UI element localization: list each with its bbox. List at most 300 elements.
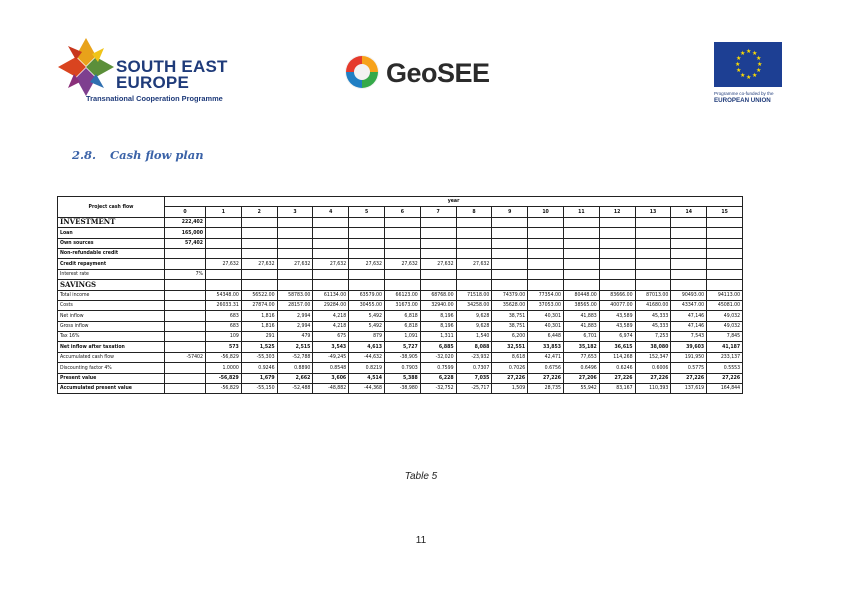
year-header-cell: 7 <box>420 207 456 217</box>
table-cell: 26033.31 <box>206 300 242 310</box>
table-cell: 37053.00 <box>528 300 564 310</box>
table-cell <box>635 217 671 227</box>
table-cell: 27,226 <box>492 373 528 383</box>
table-cell: 4,514 <box>349 373 385 383</box>
table-cell: 683 <box>206 311 242 321</box>
table-cell: 0.8890 <box>277 363 313 373</box>
table-cell <box>492 259 528 269</box>
see-logo-subtitle: Transnational Cooperation Programme <box>86 94 223 103</box>
table-cell <box>349 248 385 258</box>
table-stub-header: Project cash flow <box>58 197 165 218</box>
year-header-cell: 4 <box>313 207 349 217</box>
geosee-logo <box>342 52 502 92</box>
table-cell <box>707 238 743 248</box>
table-row <box>58 238 743 248</box>
table-cell <box>563 280 599 290</box>
svg-text:★: ★ <box>736 55 742 62</box>
table-cell: 27,632 <box>384 259 420 269</box>
table-cell: 4,613 <box>349 342 385 352</box>
table-cell <box>277 217 313 227</box>
table-cell <box>599 248 635 258</box>
table-cell: 40077.00 <box>599 300 635 310</box>
table-cell: 90493.00 <box>671 290 707 300</box>
table-cell: 222,402 <box>165 217 206 227</box>
svg-text:★: ★ <box>757 61 763 68</box>
table-cell <box>707 280 743 290</box>
svg-text:★: ★ <box>746 48 752 55</box>
table-cell <box>420 269 456 279</box>
table-cell <box>528 228 564 238</box>
table-cell: 9,628 <box>456 321 492 331</box>
table-cell <box>635 269 671 279</box>
table-cell: 0.7599 <box>420 363 456 373</box>
table-cell <box>241 280 277 290</box>
table-cell <box>563 259 599 269</box>
year-header-cell: 15 <box>707 207 743 217</box>
table-cell: 80448.00 <box>563 290 599 300</box>
table-cell: -55,150 <box>241 384 277 394</box>
table-cell <box>241 228 277 238</box>
row-label: SAVINGS <box>58 280 165 290</box>
table-cell: 2,515 <box>277 342 313 352</box>
row-label: INVESTMENT <box>58 217 165 227</box>
table-cell <box>492 280 528 290</box>
table-cell: 45,333 <box>635 321 671 331</box>
table-cell <box>384 280 420 290</box>
svg-text:★: ★ <box>756 67 762 74</box>
table-cell: -57402 <box>165 352 206 362</box>
table-cell <box>349 238 385 248</box>
table-cell: 4,218 <box>313 311 349 321</box>
table-cell: 1,816 <box>241 311 277 321</box>
table-cell: 66123.00 <box>384 290 420 300</box>
table-cell: 27,226 <box>528 373 564 383</box>
table-cell <box>206 248 242 258</box>
table-cell <box>165 363 206 373</box>
table-cell: 1,816 <box>241 321 277 331</box>
row-label: Non-refundable credit <box>58 248 165 258</box>
table-cell: 0.5553 <box>707 363 743 373</box>
table-cell <box>165 342 206 352</box>
table-cell <box>563 248 599 258</box>
table-cell: -44,368 <box>349 384 385 394</box>
svg-text:★: ★ <box>740 50 746 57</box>
table-cell: 1,540 <box>456 332 492 342</box>
table-row <box>58 228 743 238</box>
table-cell <box>313 228 349 238</box>
table-cell: 1,311 <box>420 332 456 342</box>
table-row <box>58 300 743 310</box>
table-cell: 42,471 <box>528 352 564 362</box>
table-cell <box>165 290 206 300</box>
table-cell: 6,200 <box>492 332 528 342</box>
table-cell <box>420 228 456 238</box>
year-header-cell: 5 <box>349 207 385 217</box>
table-cell: 47,146 <box>671 321 707 331</box>
table-cell: 28157.00 <box>277 300 313 310</box>
table-cell <box>456 280 492 290</box>
table-cell: 57,402 <box>165 238 206 248</box>
table-cell: -56,829 <box>206 384 242 394</box>
row-label: Credit repayment <box>58 259 165 269</box>
svg-text:★: ★ <box>736 67 742 74</box>
table-cell: 7,543 <box>671 332 707 342</box>
table-cell: 35,182 <box>563 342 599 352</box>
table-cell: 87013.00 <box>635 290 671 300</box>
table-cell <box>313 217 349 227</box>
table-cell <box>384 228 420 238</box>
south-east-europe-logo <box>56 36 236 106</box>
table-cell: 68768.00 <box>420 290 456 300</box>
table-cell: 27,206 <box>563 373 599 383</box>
table-cell: 83,167 <box>599 384 635 394</box>
table-cell: -49,245 <box>313 352 349 362</box>
table-cell <box>492 238 528 248</box>
table-cell <box>635 259 671 269</box>
table-cell: 56522.00 <box>241 290 277 300</box>
table-cell: 0.5775 <box>671 363 707 373</box>
table-cell: 27,632 <box>277 259 313 269</box>
table-row <box>58 384 743 394</box>
table-cell <box>349 280 385 290</box>
table-row <box>58 332 743 342</box>
eu-logo-line1: Programme co-funded by the <box>714 91 774 96</box>
table-cell: 35628.00 <box>492 300 528 310</box>
table-cell: 43347.00 <box>671 300 707 310</box>
year-header-cell: 0 <box>165 207 206 217</box>
table-cell: 0.6246 <box>599 363 635 373</box>
table-cell <box>420 280 456 290</box>
table-cell <box>277 269 313 279</box>
table-cell: 6,885 <box>420 342 456 352</box>
table-cell: 34258.00 <box>456 300 492 310</box>
row-label: Accumulated present value <box>58 384 165 394</box>
table-cell: 6,818 <box>384 311 420 321</box>
table-cell <box>349 269 385 279</box>
table-cell <box>492 248 528 258</box>
table-cell: 27,632 <box>456 259 492 269</box>
table-cell <box>384 248 420 258</box>
table-cell: 8,196 <box>420 321 456 331</box>
table-caption: Table 5 <box>404 471 438 482</box>
year-header-cell: 1 <box>206 207 242 217</box>
table-cell: 0.6006 <box>635 363 671 373</box>
table-cell: 1,679 <box>241 373 277 383</box>
see-logo-line1: SOUTH EAST <box>116 57 228 76</box>
table-cell: 58783.00 <box>277 290 313 300</box>
table-cell: 2,994 <box>277 311 313 321</box>
row-label: Loan <box>58 228 165 238</box>
table-row <box>58 290 743 300</box>
table-cell <box>671 259 707 269</box>
table-cell <box>528 248 564 258</box>
row-label: Costs <box>58 300 165 310</box>
year-header-cell: 9 <box>492 207 528 217</box>
table-cell: -48,882 <box>313 384 349 394</box>
table-cell: 4,218 <box>313 321 349 331</box>
table-cell: 41680.00 <box>635 300 671 310</box>
year-header-cell: 12 <box>599 207 635 217</box>
table-year-header: year <box>165 197 743 207</box>
year-header-cell: 6 <box>384 207 420 217</box>
year-header-cell: 11 <box>563 207 599 217</box>
table-cell: 30455.00 <box>349 300 385 310</box>
table-cell <box>241 217 277 227</box>
table-cell: 38,080 <box>635 342 671 352</box>
cash-flow-table <box>57 196 742 394</box>
row-label: Net inflow <box>58 311 165 321</box>
table-cell: 55,942 <box>563 384 599 394</box>
table-cell: 164,844 <box>707 384 743 394</box>
row-label: Present value <box>58 373 165 383</box>
table-cell: 27,632 <box>241 259 277 269</box>
row-label: Accumulated cash flow <box>58 352 165 362</box>
table-cell: -52,488 <box>277 384 313 394</box>
geosee-logo-text: GeoSEE <box>386 58 490 88</box>
table-cell <box>707 217 743 227</box>
table-cell <box>671 238 707 248</box>
see-logo-title <box>116 59 228 91</box>
table-cell: 38565.00 <box>563 300 599 310</box>
table-cell: -44,632 <box>349 352 385 362</box>
table-cell: 77,653 <box>563 352 599 362</box>
table-cell: 6,228 <box>420 373 456 383</box>
table-cell: 74379.00 <box>492 290 528 300</box>
table-cell: -56,829 <box>206 352 242 362</box>
table-cell: 1,525 <box>241 342 277 352</box>
table-body <box>58 217 743 394</box>
geosee-swirl-icon <box>342 52 382 92</box>
table-cell <box>492 217 528 227</box>
table-cell: 8,088 <box>456 342 492 352</box>
table-cell: 28,735 <box>528 384 564 394</box>
table-cell: 5,492 <box>349 311 385 321</box>
row-label: Total income <box>58 290 165 300</box>
table-row <box>58 342 743 352</box>
table-cell: 683 <box>206 321 242 331</box>
table-cell <box>206 238 242 248</box>
table-cell: 291 <box>241 332 277 342</box>
table-cell: 36,615 <box>599 342 635 352</box>
year-header-cell: 2 <box>241 207 277 217</box>
table-cell: 3,543 <box>313 342 349 352</box>
table-cell <box>456 248 492 258</box>
table-cell <box>599 238 635 248</box>
table-cell: 47,146 <box>671 311 707 321</box>
table-cell: -32,752 <box>420 384 456 394</box>
table-cell: 54348.00 <box>206 290 242 300</box>
table-cell <box>707 269 743 279</box>
table-cell <box>277 280 313 290</box>
table-cell <box>492 269 528 279</box>
table-row <box>58 269 743 279</box>
table-cell: 6,701 <box>563 332 599 342</box>
table-cell: 110,393 <box>635 384 671 394</box>
table-cell: 879 <box>349 332 385 342</box>
table-cell: 41,883 <box>563 321 599 331</box>
table-cell: 63579.00 <box>349 290 385 300</box>
table-cell: -52,788 <box>277 352 313 362</box>
table-cell: 45081.00 <box>707 300 743 310</box>
table-cell <box>671 228 707 238</box>
table-cell: -38,905 <box>384 352 420 362</box>
table-cell: 8,618 <box>492 352 528 362</box>
table-cell <box>241 248 277 258</box>
table-cell <box>313 269 349 279</box>
table-cell <box>635 280 671 290</box>
table-cell: -25,717 <box>456 384 492 394</box>
see-logo-line2: EUROPE <box>116 73 189 92</box>
table-cell <box>277 238 313 248</box>
table-cell: 675 <box>313 332 349 342</box>
table-cell <box>599 259 635 269</box>
table-cell: 0.7026 <box>492 363 528 373</box>
table-cell: 7,845 <box>707 332 743 342</box>
table-cell: 7% <box>165 269 206 279</box>
table-cell: 31673.00 <box>384 300 420 310</box>
table-cell: 6,974 <box>599 332 635 342</box>
table-row <box>58 311 743 321</box>
table-cell <box>707 228 743 238</box>
table-cell: 0.6496 <box>563 363 599 373</box>
table-cell <box>635 238 671 248</box>
table-cell: 27,632 <box>349 259 385 269</box>
see-star-icon <box>56 36 116 98</box>
table-row <box>58 217 743 227</box>
table-cell <box>456 269 492 279</box>
table-cell <box>165 384 206 394</box>
table-cell <box>671 217 707 227</box>
table-cell: 27,226 <box>599 373 635 383</box>
table-cell <box>671 269 707 279</box>
section-number: 2.8. <box>72 148 97 162</box>
table-cell: 7,253 <box>635 332 671 342</box>
table-cell: 38,751 <box>492 311 528 321</box>
table-cell: 5,727 <box>384 342 420 352</box>
table-cell: 43,589 <box>599 311 635 321</box>
section-heading <box>72 148 218 162</box>
year-header-cell: 14 <box>671 207 707 217</box>
table-cell: 27874.00 <box>241 300 277 310</box>
table-cell <box>563 238 599 248</box>
table-cell <box>599 217 635 227</box>
table-cell <box>671 248 707 258</box>
table-cell: 41,187 <box>707 342 743 352</box>
table-cell: 0.6756 <box>528 363 564 373</box>
table-cell: 32,551 <box>492 342 528 352</box>
table-cell <box>384 238 420 248</box>
table-cell: 2,994 <box>277 321 313 331</box>
table-cell: 1,091 <box>384 332 420 342</box>
table-cell: -32,020 <box>420 352 456 362</box>
table-cell: 8,196 <box>420 311 456 321</box>
svg-text:★: ★ <box>752 72 758 79</box>
table-cell <box>456 217 492 227</box>
table-cell <box>563 228 599 238</box>
table-cell <box>420 248 456 258</box>
table-cell <box>563 217 599 227</box>
row-label: Tax 16% <box>58 332 165 342</box>
table-cell <box>165 373 206 383</box>
table-cell: 152,347 <box>635 352 671 362</box>
table-cell <box>599 280 635 290</box>
table-cell: 6,448 <box>528 332 564 342</box>
table-cell: 191,950 <box>671 352 707 362</box>
table-cell: 29284.00 <box>313 300 349 310</box>
table-row <box>58 248 743 258</box>
row-label: Net inflow after taxation <box>58 342 165 352</box>
table-row <box>58 259 743 269</box>
table-cell: 94113.00 <box>707 290 743 300</box>
table-cell <box>492 228 528 238</box>
table-cell: 5,388 <box>384 373 420 383</box>
table-cell: 32940.00 <box>420 300 456 310</box>
table-cell <box>313 238 349 248</box>
table-cell: 27,226 <box>707 373 743 383</box>
table-cell <box>277 228 313 238</box>
svg-text:★: ★ <box>756 55 762 62</box>
table-cell <box>384 217 420 227</box>
svg-text:★: ★ <box>746 74 752 81</box>
table-row <box>58 363 743 373</box>
table-cell <box>206 217 242 227</box>
table-cell <box>349 217 385 227</box>
table-cell: 38,751 <box>492 321 528 331</box>
table-cell <box>707 259 743 269</box>
table-cell <box>456 238 492 248</box>
table-cell: 573 <box>206 342 242 352</box>
table-cell <box>241 269 277 279</box>
table-cell: 165,000 <box>165 228 206 238</box>
table-cell <box>528 280 564 290</box>
table-cell <box>599 228 635 238</box>
section-title: Cash flow plan <box>110 148 204 162</box>
table-cell: 137,619 <box>671 384 707 394</box>
table-cell <box>420 217 456 227</box>
table-cell: 43,589 <box>599 321 635 331</box>
table-row <box>58 280 743 290</box>
table-cell: 109 <box>206 332 242 342</box>
table-cell <box>165 280 206 290</box>
eu-logo-line2: EUROPEAN UNION <box>714 97 771 104</box>
table-cell: 1.0000 <box>206 363 242 373</box>
table-cell: 40,301 <box>528 321 564 331</box>
table-cell <box>384 269 420 279</box>
table-cell <box>528 238 564 248</box>
table-cell: 27,226 <box>635 373 671 383</box>
table-cell: 0.7307 <box>456 363 492 373</box>
table-cell <box>635 228 671 238</box>
table-cell <box>707 248 743 258</box>
year-header-cell: 13 <box>635 207 671 217</box>
table-cell <box>206 228 242 238</box>
table-cell: 61134.00 <box>313 290 349 300</box>
table-cell: 27,632 <box>420 259 456 269</box>
page-number: 11 <box>415 535 427 546</box>
table-cell: 1,509 <box>492 384 528 394</box>
table-cell: 0.7903 <box>384 363 420 373</box>
table-cell: 45,333 <box>635 311 671 321</box>
table-cell: 2,662 <box>277 373 313 383</box>
eu-flag-icon <box>714 42 782 87</box>
table-cell: 5,492 <box>349 321 385 331</box>
svg-text:★: ★ <box>752 50 758 57</box>
table-cell: 33,853 <box>528 342 564 352</box>
table-cell: 41,883 <box>563 311 599 321</box>
year-header-cell: 8 <box>456 207 492 217</box>
table-cell <box>563 269 599 279</box>
table-cell <box>313 280 349 290</box>
